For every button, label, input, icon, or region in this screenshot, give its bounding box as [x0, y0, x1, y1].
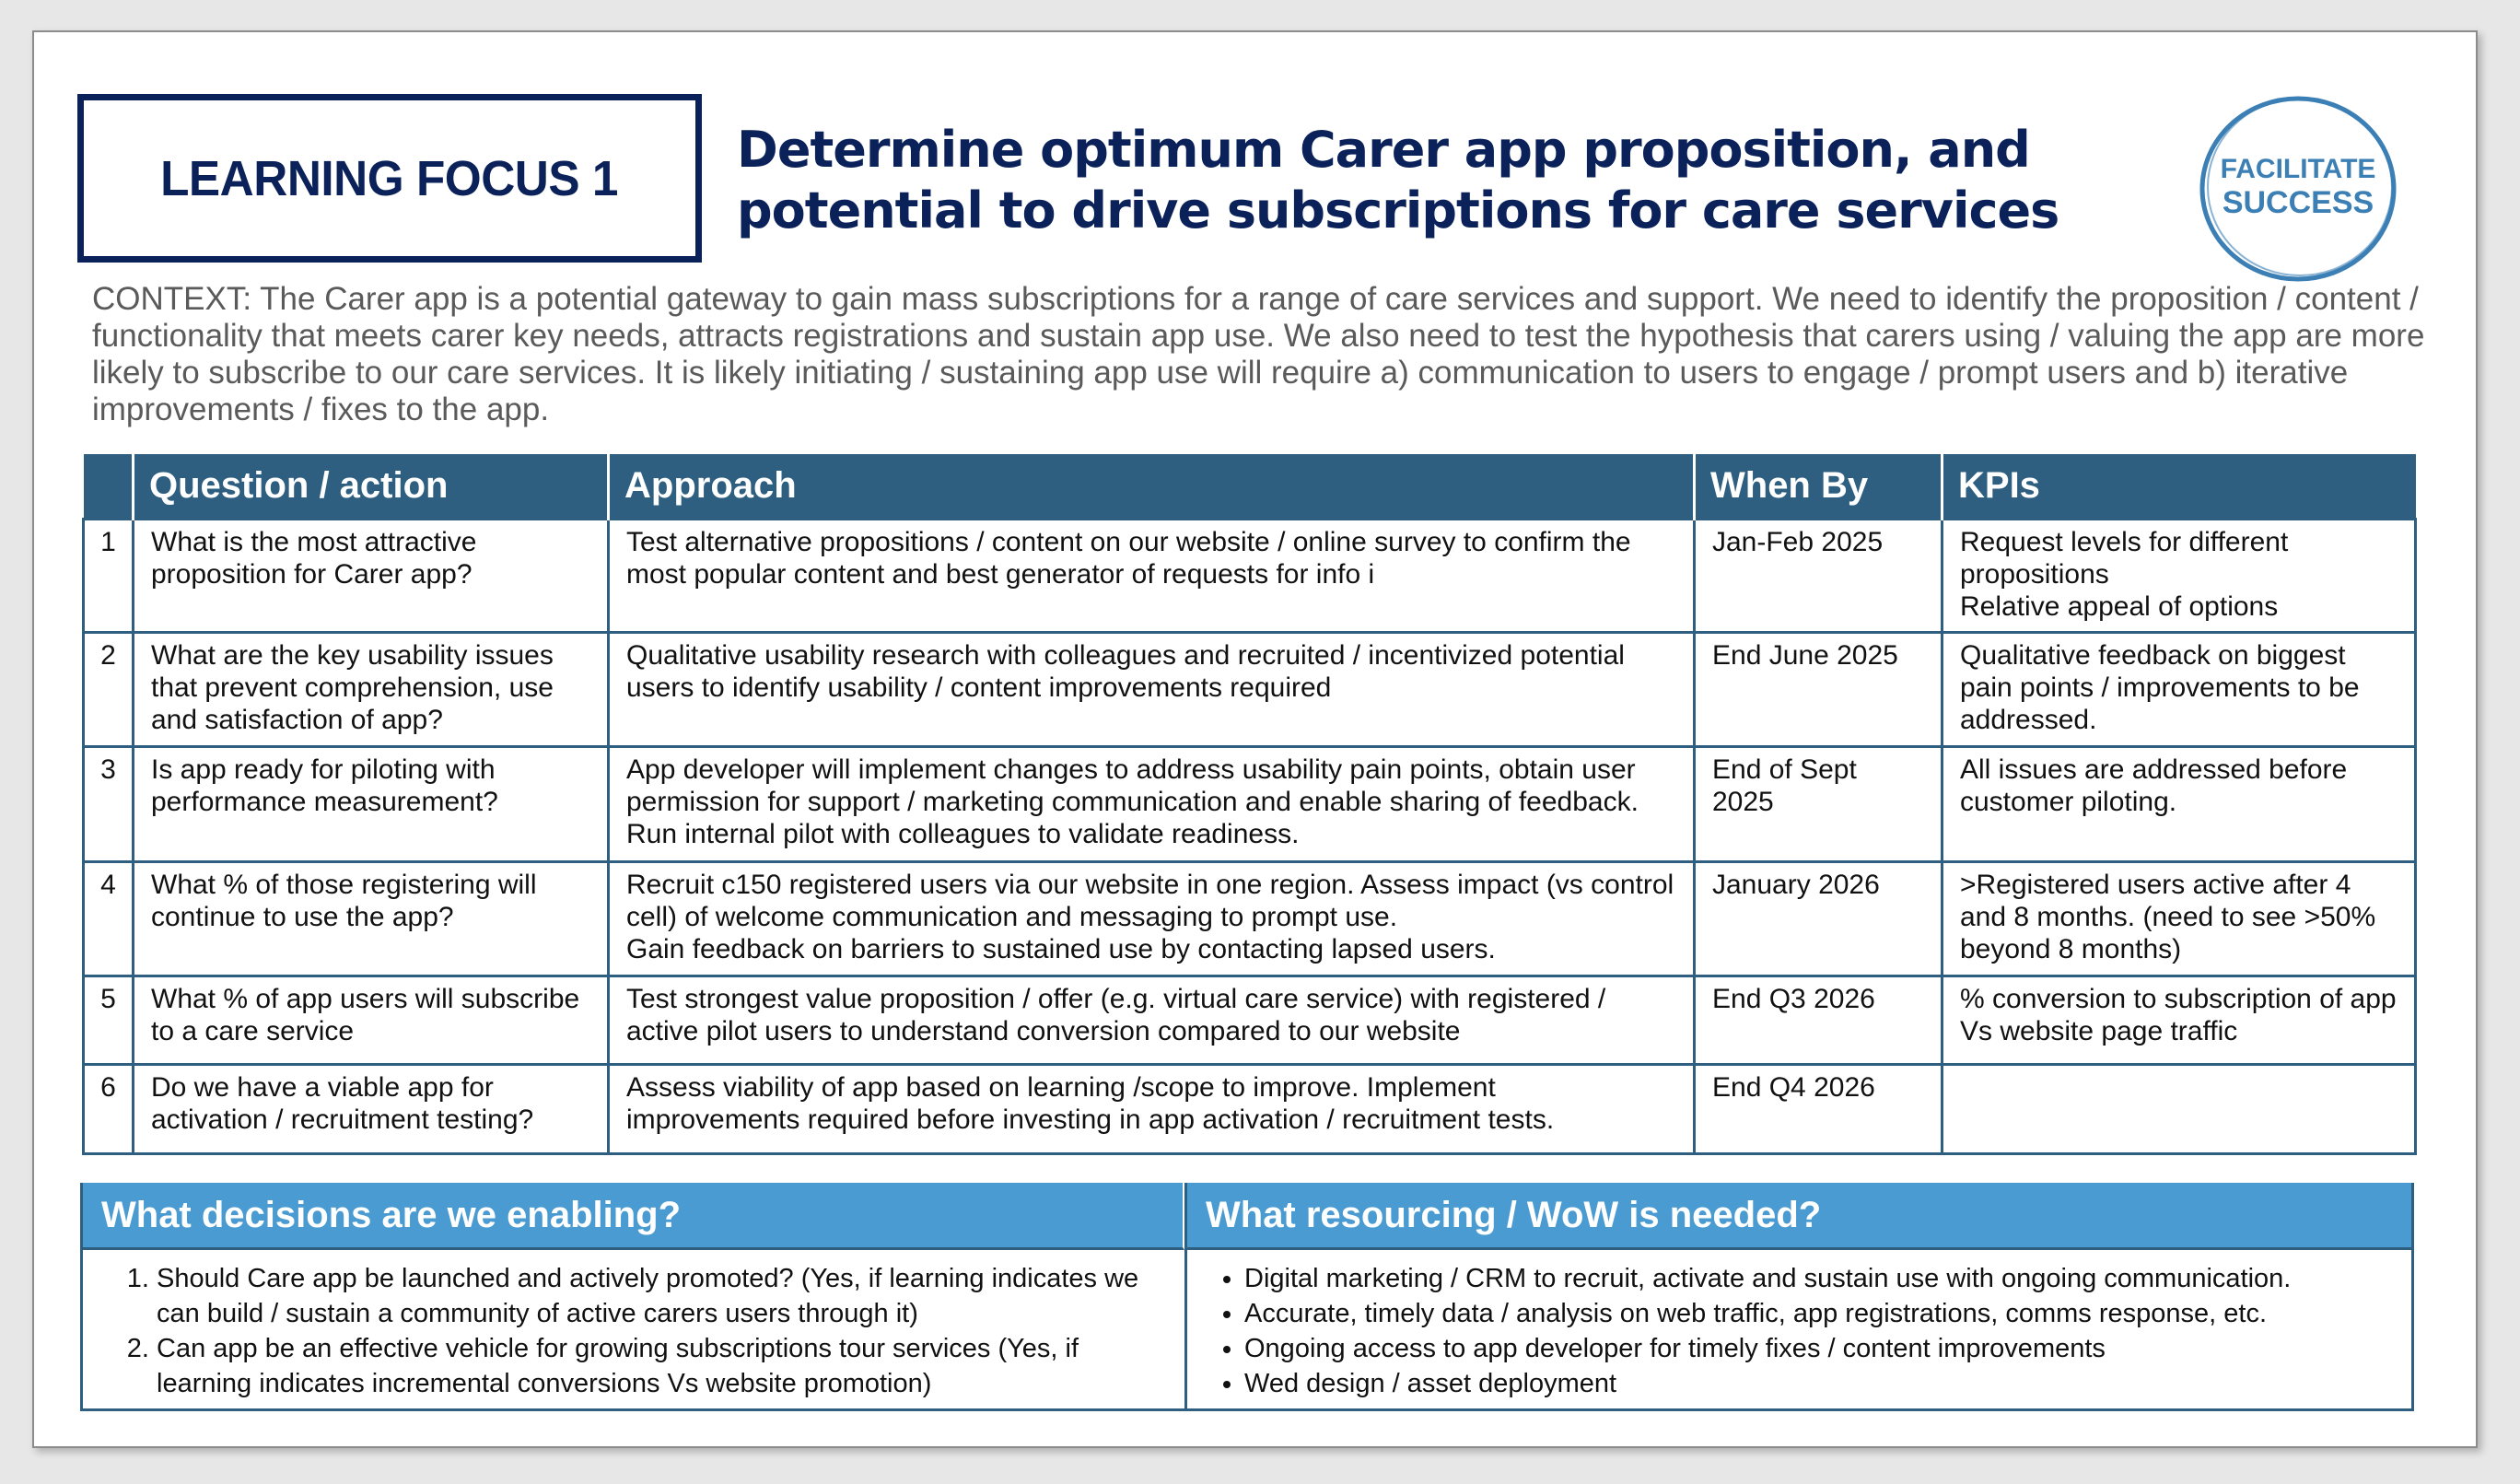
learning-focus-label: LEARNING FOCUS 1	[160, 150, 619, 206]
row-approach: Test strongest value proposition / offer (e.g. virtual care service) with registered / active pilot users to understand conversion compared to our website	[609, 976, 1695, 1064]
row-when-by: January 2026	[1695, 861, 1942, 976]
decisions-heading: What decisions are we enabling?	[83, 1183, 1184, 1250]
row-question: Do we have a viable app for activation / recruitment testing?	[134, 1064, 609, 1153]
row-approach: Assess viability of app based on learning /scope to improve. Implement improvements required before investing in app activation / recruitment tests.	[609, 1064, 1695, 1153]
learning-plan-table	[82, 454, 2417, 1155]
row-kpis	[1942, 632, 2416, 746]
kpi-line: All issues are addressed before customer piloting.	[1960, 754, 2348, 817]
context-paragraph: CONTEXT: The Carer app is a potential gateway to gain mass subscriptions for a range of care services and support. We need to identify the proposition / content / functionality that meets carer key needs, attracts registrations and sustain app use. We also need to test the hypothesis that carers using / valuing the app are more likely to subscribe to our care services. It is likely initiating / sustaining app use will require a) communication to users to engage / prompt users and b) iterative improvements / fixes to the app.	[92, 281, 2425, 427]
resourcing-panel	[1187, 1183, 2411, 1408]
row-number: 5	[84, 976, 134, 1064]
column-header-number	[84, 454, 134, 519]
resourcing-item: • Digital marketing / CRM to recruit, activate and sustain use with ongoing communication.	[1244, 1261, 2393, 1296]
resourcing-item: • Ongoing access to app developer for timely fixes / content improvements	[1244, 1331, 2393, 1366]
column-header-kpis: KPIs	[1942, 454, 2416, 519]
resourcing-item: • Wed design / asset deployment	[1244, 1366, 2393, 1401]
bottom-section	[80, 1183, 2414, 1411]
kpi-line: >Registered users active after 4 and 8 months. (need to see >50% beyond 8 months)	[1960, 869, 2376, 964]
row-when-by: End of Sept 2025	[1695, 746, 1942, 861]
row-when-by: End Q3 2026	[1695, 976, 1942, 1064]
table-header-row	[84, 454, 2416, 519]
row-question: What are the key usability issues that prevent comprehension, use and satisfaction of app?	[134, 632, 609, 746]
column-header-when-by: When By	[1695, 454, 1942, 519]
row-kpis	[1942, 976, 2416, 1064]
row-when-by: Jan-Feb 2025	[1695, 519, 1942, 632]
table-row	[84, 976, 2416, 1064]
row-question: What is the most attractive proposition for Carer app?	[134, 519, 609, 632]
row-when-by: End Q4 2026	[1695, 1064, 1942, 1153]
decision-item: 1. Should Care app be launched and actively promoted? (Yes, if learning indicates we can build / sustain a community of active carers users through it)	[157, 1261, 1166, 1331]
row-number: 6	[84, 1064, 134, 1153]
row-question: What % of those registering will continue to use the app?	[134, 861, 609, 976]
logo-circle-icon	[2188, 86, 2409, 288]
resourcing-item: • Accurate, timely data / analysis on web traffic, app registrations, comms response, etc.	[1244, 1296, 2393, 1331]
table-row	[84, 632, 2416, 746]
row-approach: Qualitative usability research with colleagues and recruited / incentivized potential users to identify usability / content improvements required	[609, 632, 1695, 746]
kpi-line: Request levels for different propositions	[1960, 526, 2289, 590]
table-row	[84, 519, 2416, 632]
logo-line2: SUCCESS	[2222, 185, 2374, 220]
decision-item: 2. Can app be an effective vehicle for growing subscriptions tour services (Yes, if learning indicates incremental conversions Vs website promotion)	[157, 1331, 1166, 1401]
approach-line: Gain feedback on barriers to sustained use by contacting lapsed users.	[626, 933, 1496, 964]
row-approach: Test alternative propositions / content on our website / online survey to confirm the most popular content and best generator of requests for info i	[609, 519, 1695, 632]
row-kpis	[1942, 861, 2416, 976]
kpi-line: Relative appeal of options	[1960, 590, 2279, 622]
row-when-by: End June 2025	[1695, 632, 1942, 746]
row-question: Is app ready for piloting with performance measurement?	[134, 746, 609, 861]
approach-line: Recruit c150 registered users via our website in one region. Assess impact (vs control cell) of welcome communication and messaging to prompt use.	[626, 869, 1674, 932]
table-row	[84, 1064, 2416, 1153]
resourcing-heading: What resourcing / WoW is needed?	[1187, 1183, 2411, 1250]
row-number: 1	[84, 519, 134, 632]
page-title: Determine optimum Carer app proposition, and potential to drive subscriptions for care services	[737, 121, 2059, 240]
row-approach: App developer will implement changes to address usability pain points, obtain user permission for support / marketing communication and enable sharing of feedback. Run internal pilot with colleagues to validate readiness.	[609, 746, 1695, 861]
kpi-line: Qualitative feedback on biggest pain points / improvements to be addressed.	[1960, 639, 2360, 735]
learning-focus-box	[77, 94, 702, 263]
kpi-line: % conversion to subscription of app Vs website page traffic	[1960, 983, 2397, 1046]
row-kpis	[1942, 746, 2416, 861]
slide-page	[32, 30, 2478, 1448]
logo-line1: FACILITATE	[2220, 154, 2376, 184]
table-row	[84, 746, 2416, 861]
facilitate-success-logo	[2188, 86, 2409, 288]
column-header-approach: Approach	[609, 454, 1695, 519]
table-row	[84, 861, 2416, 976]
row-number: 3	[84, 746, 134, 861]
resourcing-list	[1206, 1261, 2393, 1401]
decisions-list	[101, 1261, 1166, 1401]
decisions-body	[83, 1250, 1184, 1401]
column-header-question: Question / action	[134, 454, 609, 519]
row-approach	[609, 861, 1695, 976]
decisions-panel	[83, 1183, 1187, 1408]
row-number: 4	[84, 861, 134, 976]
row-number: 2	[84, 632, 134, 746]
row-kpis	[1942, 519, 2416, 632]
resourcing-body	[1187, 1250, 2411, 1401]
row-question: What % of app users will subscribe to a care service	[134, 976, 609, 1064]
row-kpis	[1942, 1064, 2416, 1153]
